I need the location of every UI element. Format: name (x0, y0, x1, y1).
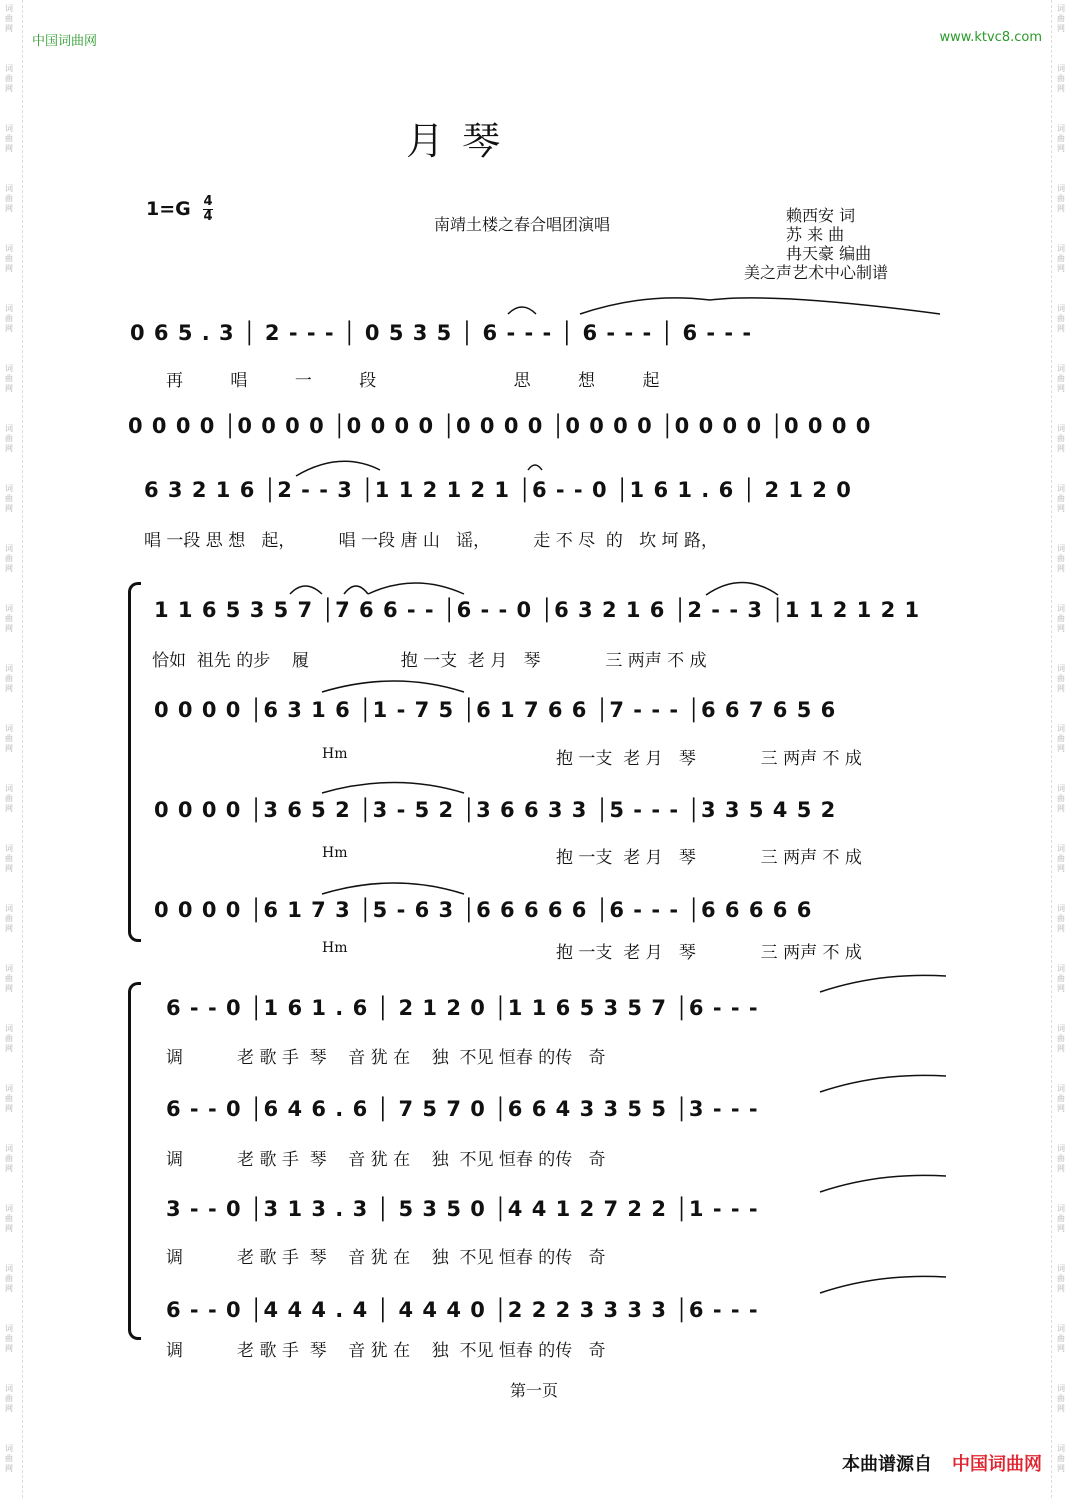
time-signature-top: 4 (203, 194, 213, 209)
watermark-text: 词 曲 网 (5, 64, 13, 93)
watermark-text: 词 曲 网 (1057, 1444, 1065, 1473)
tie (820, 1276, 946, 1293)
system3-part3-lyrics: 抱 一支 老 月 琴 三 两声 不 成 (556, 848, 862, 868)
system3-part3-notes: 0 0 0 0 │3 6 5 2 │3 - 5 2 │3 6 6 3 3 │5 - - - │3 3 5 4 5 2 (154, 798, 837, 822)
source-prefix: 本曲谱源自 (842, 1454, 932, 1475)
performer: 南靖土楼之春合唱团演唱 (434, 215, 611, 234)
watermark-text: 词 曲 网 (5, 1444, 13, 1473)
slur (528, 465, 542, 470)
system4-part1-lyrics: 调 老 歌 手 琴 音 犹 在 独 不见 恒春 的传 奇 (166, 1048, 606, 1068)
lyric: 段 (359, 371, 377, 391)
watermark-text: 词 曲 网 (5, 1144, 13, 1173)
watermark-text: 词 曲 网 (1057, 664, 1065, 693)
watermark-text: 词 曲 网 (5, 1384, 13, 1413)
watermark-text: 词 曲 网 (1057, 604, 1065, 633)
watermark-text: 词 曲 网 (5, 724, 13, 753)
watermark-text: 词 曲 网 (1057, 844, 1065, 873)
watermark-text: 词 曲 网 (5, 1204, 13, 1233)
watermark-text: 词 曲 网 (5, 1084, 13, 1113)
slur (290, 586, 322, 594)
watermark-text: 词 曲 网 (5, 304, 13, 333)
slur (322, 783, 464, 794)
system4-part2-notes: 6 - - 0 │6 4 6 . 6 │ 7 5 7 0 │6 6 4 3 3 5 5 │3 - - - (166, 1097, 759, 1121)
tie (710, 298, 940, 314)
watermark-text: 词 曲 网 (5, 124, 13, 153)
tie (820, 1175, 946, 1192)
slur (322, 883, 464, 894)
watermark-text: 词 曲 网 (1057, 244, 1065, 273)
credit-composer: 苏 来 曲 (786, 225, 845, 244)
system2-melody: 6 3 2 1 6 │2 - - 3 │1 1 2 1 2 1 │6 - - 0 │1 6 1 . 6 │ 2 1 2 0 (144, 478, 852, 502)
watermark-text: 词 曲 网 (5, 784, 13, 813)
watermark-text: 词 曲 网 (5, 1024, 13, 1053)
system4-part4-notes: 6 - - 0 │4 4 4 . 4 │ 4 4 4 0 │2 2 2 3 3 3 3 │6 - - - (166, 1298, 759, 1322)
lyric: 再 (166, 371, 183, 391)
watermark-text: 词 曲 网 (1057, 1024, 1065, 1053)
slur (344, 586, 368, 594)
watermark-text: 词 曲 网 (1057, 724, 1065, 753)
slur (296, 461, 380, 476)
system4-part3-lyrics: 调 老 歌 手 琴 音 犹 在 独 不见 恒春 的传 奇 (166, 1248, 606, 1268)
watermark-text: 词 曲 网 (1057, 124, 1065, 153)
watermark-text: 词 曲 网 (1057, 1264, 1065, 1293)
source-site-link[interactable]: 中国词曲网 (952, 1454, 1042, 1475)
watermark-text: 词 曲 网 (1057, 304, 1065, 333)
lyric: 想 (578, 371, 596, 391)
system3-part4-lyrics: 抱 一支 老 月 琴 三 两声 不 成 (556, 943, 862, 963)
watermark-text: 词 曲 网 (5, 364, 13, 393)
system2-lyrics: 唱 一段 思 想 起， 唱 一段 唐 山 谣， 走 不 尽 的 坎 坷 路， (144, 531, 718, 551)
watermark-text: 词 曲 网 (5, 424, 13, 453)
watermark-text: 词 曲 网 (5, 904, 13, 933)
site-name-header[interactable]: 中国词曲网 (32, 34, 98, 49)
lyric: 一 (294, 371, 312, 391)
watermark-text: 词 曲 网 (1057, 784, 1065, 813)
lyric: 起 (642, 371, 660, 391)
watermark-text: 词 曲 网 (1057, 184, 1065, 213)
slur (508, 307, 536, 314)
watermark-text: 词 曲 网 (5, 1324, 13, 1353)
slur (368, 583, 464, 594)
system4-part1-notes: 6 - - 0 │1 6 1 . 6 │ 2 1 2 0 │1 1 6 5 3 5 7 │6 - - - (166, 996, 759, 1020)
watermark-text: 词 曲 网 (5, 544, 13, 573)
tie (820, 1075, 946, 1092)
tie (580, 298, 710, 314)
system3-part1-lyrics: 恰如 祖先 的步 履 抱 一支 老 月 琴 三 两声 不 成 (152, 651, 707, 671)
lyric: 思 (513, 371, 531, 391)
system4-part2-lyrics: 调 老 歌 手 琴 音 犹 在 独 不见 恒春 的传 奇 (166, 1150, 606, 1170)
watermark-text: 词 曲 网 (5, 964, 13, 993)
system3-part2-notes: 0 0 0 0 │6 3 1 6 │1 - 7 5 │6 1 7 6 6 │7 - - - │6 6 7 6 5 6 (154, 698, 837, 722)
watermark-text: 词 曲 网 (1057, 1144, 1065, 1173)
credit-arranger: 冉天豪 编曲 (786, 244, 872, 263)
watermark-text: 词 曲 网 (1057, 904, 1065, 933)
key-signature: 1=G (146, 198, 191, 220)
system3-part4-notes: 0 0 0 0 │6 1 7 3 │5 - 6 3 │6 6 6 6 6 │6 - - - │6 6 6 6 6 (154, 898, 813, 922)
system1-rest-line: 0 0 0 0 │0 0 0 0 │0 0 0 0 │0 0 0 0 │0 0 0 0 │0 0 0 0 │0 0 0 0 (128, 414, 872, 438)
system4-part3-notes: 3 - - 0 │3 1 3 . 3 │ 5 3 5 0 │4 4 1 2 7 2 2 │1 - - - (166, 1197, 759, 1221)
watermark-text: 词 曲 网 (1057, 4, 1065, 33)
watermark-text: 词 曲 网 (1057, 1384, 1065, 1413)
watermark-text: 词 曲 网 (1057, 1204, 1065, 1233)
tie (820, 975, 946, 992)
site-url-header[interactable]: www.ktvc8.com (939, 30, 1042, 45)
watermark-text: 词 曲 网 (5, 484, 13, 513)
watermark-text: 词 曲 网 (5, 4, 13, 33)
watermark-text: 词 曲 网 (1057, 484, 1065, 513)
watermark-text: 词 曲 网 (5, 664, 13, 693)
watermark-text: 词 曲 网 (5, 1264, 13, 1293)
time-signature-bottom: 4 (203, 209, 213, 224)
slur (706, 583, 778, 596)
slur (322, 681, 464, 692)
credit-lyricist: 赖西安 词 (786, 206, 856, 225)
watermark-text: 词 曲 网 (5, 244, 13, 273)
page-number: 第一页 (510, 1381, 559, 1400)
system3-part2-hm: Hm (322, 746, 348, 762)
watermark-text: 词 曲 网 (1057, 964, 1065, 993)
song-title: 月 琴 (406, 119, 504, 163)
lyric: 唱 (230, 371, 248, 391)
watermark-text: 词 曲 网 (5, 184, 13, 213)
credit-engraver: 美之声艺术中心制谱 (744, 263, 889, 282)
watermark-text: 词 曲 网 (1057, 64, 1065, 93)
watermark-text: 词 曲 网 (1057, 544, 1065, 573)
watermark-text: 词 曲 网 (1057, 1084, 1065, 1113)
watermark-text: 词 曲 网 (1057, 1324, 1065, 1353)
watermark-text: 词 曲 网 (5, 604, 13, 633)
watermark-text: 词 曲 网 (5, 844, 13, 873)
system3-part2-lyrics: 抱 一支 老 月 琴 三 两声 不 成 (556, 749, 862, 769)
system1-melody: 0 6 5 . 3 │ 2 - - - │ 0 5 3 5 │ 6 - - - │ 6 - - - │ 6 - - - (130, 321, 753, 345)
watermark-text: 词 曲 网 (1057, 364, 1065, 393)
watermark-text: 词 曲 网 (1057, 424, 1065, 453)
system3-part1-notes: 1 1 6 5 3 5 7 │7 6 6 - - │6 - - 0 │6 3 2 1 6 │2 - - 3 │1 1 2 1 2 1 (154, 598, 921, 622)
system3-part4-hm: Hm (322, 940, 348, 956)
system4-part4-lyrics: 调 老 歌 手 琴 音 犹 在 独 不见 恒春 的传 奇 (166, 1341, 606, 1361)
system3-part3-hm: Hm (322, 845, 348, 861)
